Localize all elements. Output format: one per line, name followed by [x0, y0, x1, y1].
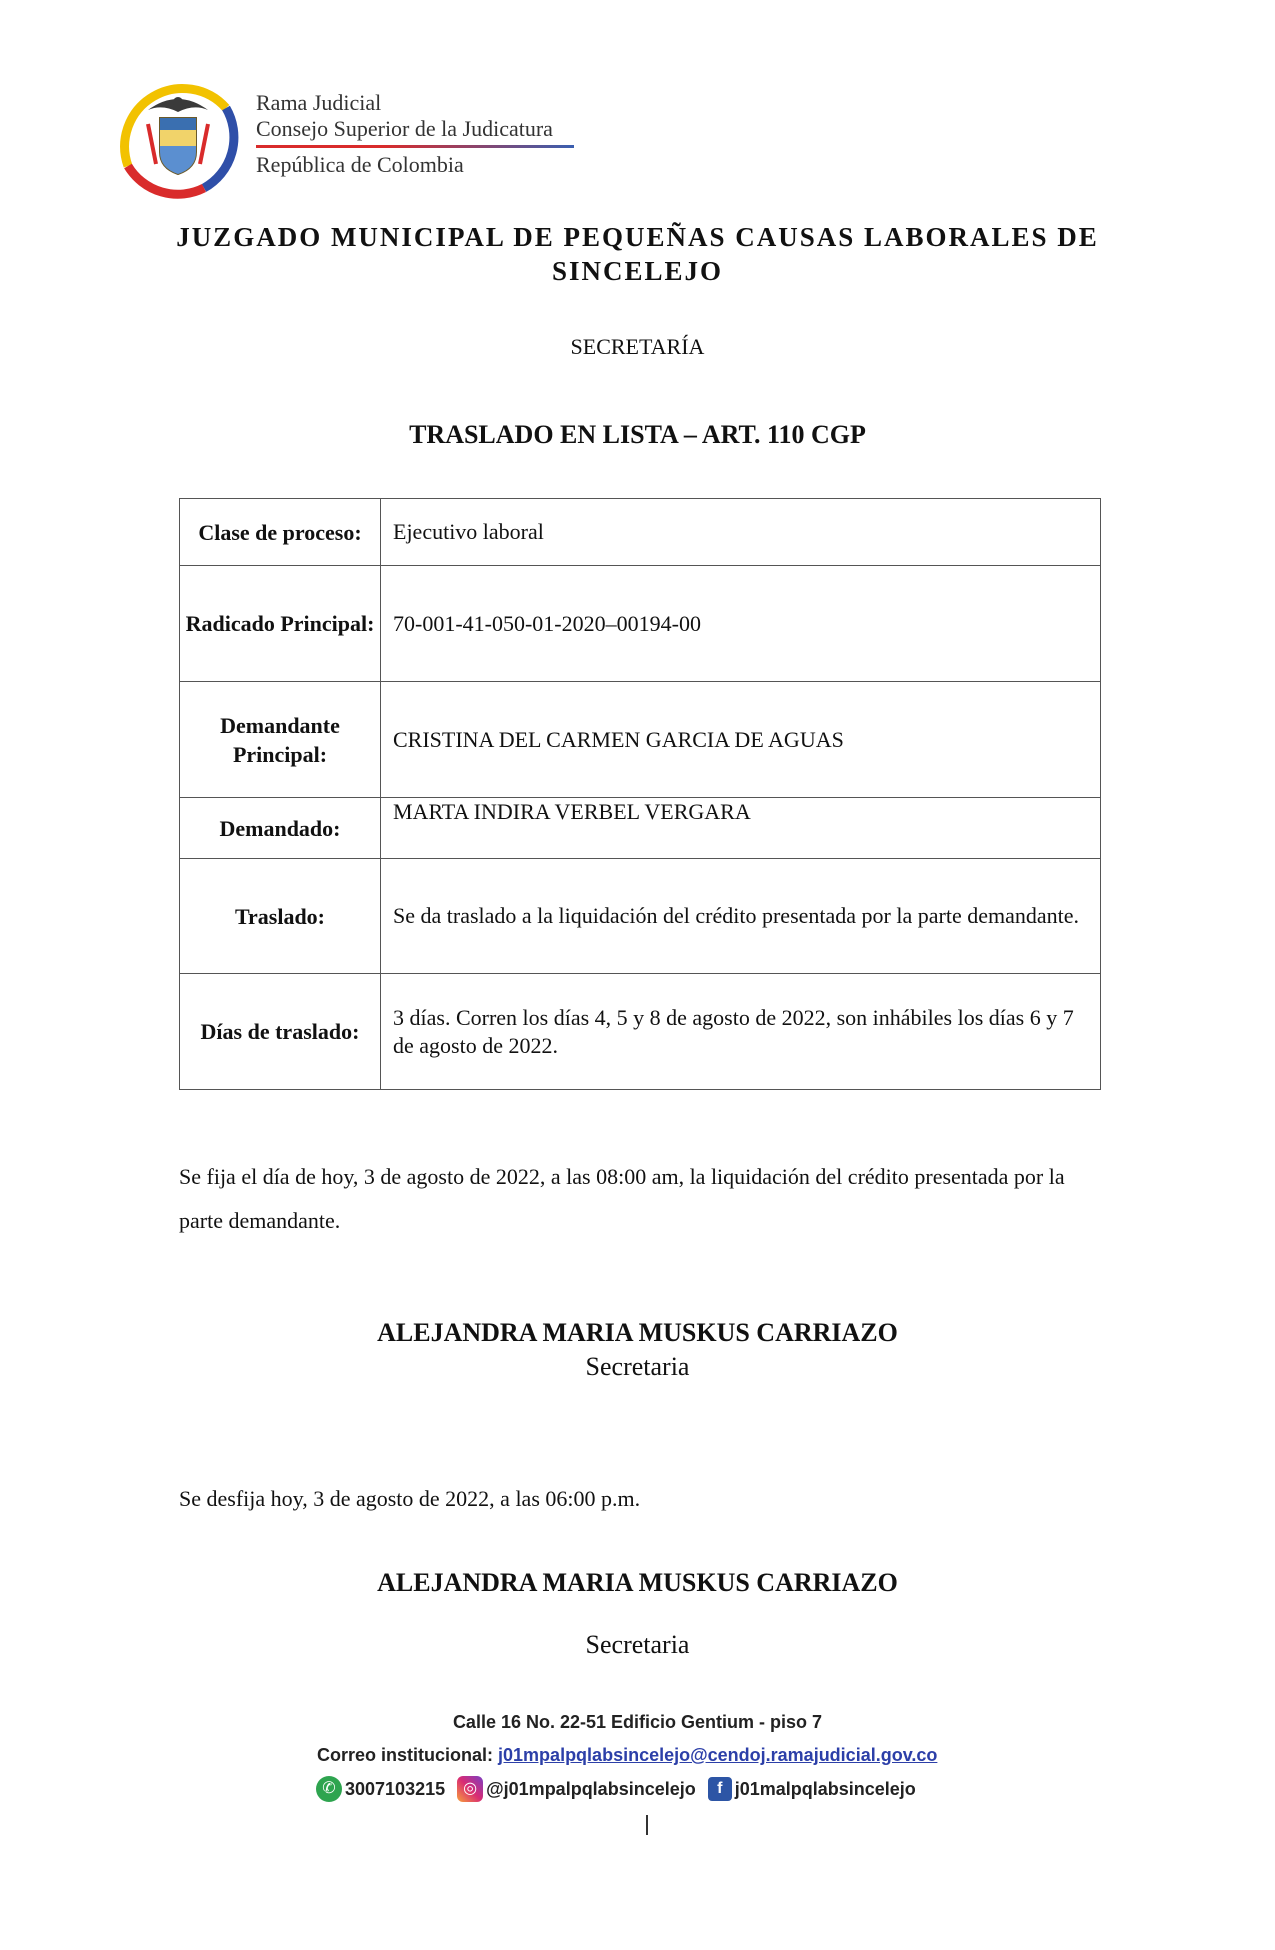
fija-paragraph: Se fija el día de hoy, 3 de agosto de 2022, a las 08:00 am, la liquidación del crédito presentada por la parte demandante. [179, 1164, 1065, 1233]
signature-name: ALEJANDRA MARIA MUSKUS CARRIAZO [377, 1568, 898, 1597]
case-info-table [179, 498, 1101, 1090]
table-row [180, 682, 1101, 798]
table-row [180, 566, 1101, 682]
row-value: CRISTINA DEL CARMEN GARCIA DE AGUAS [381, 682, 1101, 798]
text-cursor [646, 1815, 648, 1835]
row-value: 3 días. Corren los días 4, 5 y 8 de agosto de 2022, son inhábiles los días 6 y 7 de agosto de 2022. [381, 974, 1101, 1090]
row-value: Se da traslado a la liquidación del crédito presentada por la parte demandante. [381, 859, 1101, 974]
document-title: TRASLADO EN LISTA – ART. 110 CGP [409, 420, 866, 449]
office-name: SECRETARÍA [570, 334, 705, 359]
table-row [180, 499, 1101, 566]
row-label: Días de traslado: [180, 974, 381, 1090]
desfija-paragraph: Se desfija hoy, 3 de agosto de 2022, a las 06:00 p.m. [179, 1486, 641, 1511]
table-row [180, 798, 1101, 859]
row-value: 70-001-41-050-01-2020–00194-00 [381, 566, 1101, 682]
phone-contact[interactable] [316, 1776, 445, 1802]
facebook-handle: j01malpqlabsincelejo [734, 1778, 916, 1799]
signature-role: Secretaria [585, 1352, 690, 1381]
row-label: Radicado Principal: [180, 566, 381, 682]
row-label: Demandante Principal: [180, 682, 381, 798]
rama-judicial-logo [108, 68, 588, 208]
row-label: Demandado: [180, 798, 381, 859]
court-title: JUZGADO MUNICIPAL DE PEQUEÑAS CAUSAS LABORALES DE SINCELEJO [176, 222, 1099, 286]
email-label: Correo institucional: [317, 1745, 494, 1765]
table-row [180, 974, 1101, 1090]
email-link[interactable]: j01mpalpqlabsincelejo@cendoj.ramajudicial.gov.co [498, 1745, 938, 1765]
instagram-icon: ◎ [457, 1776, 483, 1802]
whatsapp-icon: ✆ [316, 1776, 342, 1802]
org-line-rama-judicial: Rama Judicial [256, 90, 382, 115]
signature-role: Secretaria [585, 1630, 690, 1659]
facebook-contact[interactable] [708, 1777, 916, 1801]
footer-address: Calle 16 No. 22-51 Edificio Gentium - piso 7 [452, 1712, 823, 1732]
instagram-handle: @j01mpalpqlabsincelejo [486, 1778, 696, 1799]
org-line-republica: República de Colombia [256, 152, 464, 177]
row-value: MARTA INDIRA VERBEL VERGARA [381, 798, 1101, 859]
org-line-consejo: Consejo Superior de la Judicatura [256, 116, 553, 141]
footer-social [316, 1776, 928, 1802]
table-row [180, 859, 1101, 974]
footer-email-line [317, 1745, 937, 1766]
organization-name [256, 90, 574, 178]
row-label: Clase de proceso: [180, 499, 381, 566]
facebook-icon: f [708, 1777, 732, 1801]
signature-name: ALEJANDRA MARIA MUSKUS CARRIAZO [377, 1318, 898, 1347]
logo-divider [256, 145, 574, 148]
instagram-contact[interactable] [457, 1776, 696, 1802]
colombia-coat-of-arms-icon [108, 68, 248, 208]
row-label: Traslado: [180, 859, 381, 974]
row-value: Ejecutivo laboral [381, 499, 1101, 566]
phone-number: 3007103215 [345, 1778, 446, 1799]
